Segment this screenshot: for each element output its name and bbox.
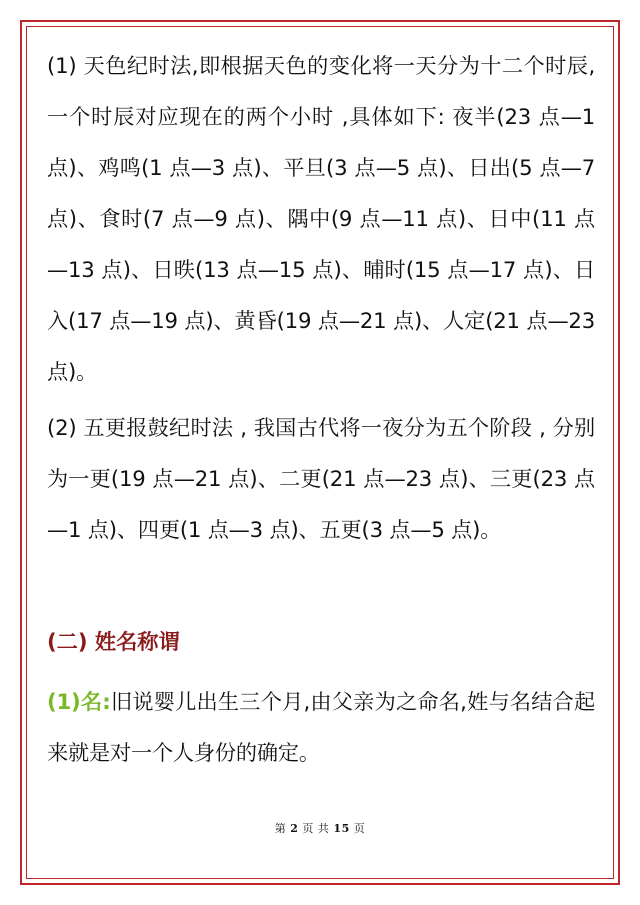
- page-footer: [0, 820, 640, 836]
- section-heading-names-titles: (二) 姓名称谓: [47, 629, 180, 654]
- footer-total-pages: 15: [333, 822, 350, 835]
- footer-middle: 页 共: [302, 822, 330, 835]
- paragraph-tianse-timekeeping: (1) 天色纪时法,即根据天色的变化将一天分为十二个时辰,一个时辰对应现在的两个小时 ,具体如下: 夜半(23 点—1 点)、鸡鸣(1 点—3 点)、平旦(3 点—5 点)、日出(5 点—7 点)、食时(7 点—9 点)、隅中(9 点—11 点)、日中(11 点—13 点)、日昳(13 点—15 点)、晡时(15 点—17 点)、日入(17 点—19 点)、黄昏(19 点—21 点)、人定(21 点—23 点)。: [47, 53, 595, 384]
- footer-prefix: 第: [274, 822, 287, 835]
- term-ming-label: (1)名:: [47, 689, 111, 714]
- footer-page-number: 2: [290, 822, 299, 835]
- paragraph-ming: [47, 676, 595, 778]
- page-content: [47, 40, 595, 778]
- footer-suffix: 页: [353, 822, 366, 835]
- paragraph-wugeng-timekeeping: (2) 五更报鼓纪时法 , 我国古代将一夜分为五个阶段 , 分别为一更(19 点—21 点)、二更(21 点—23 点)、三更(23 点—1 点)、四更(1 点—3 点)、五更(3 点—5 点)。: [47, 415, 595, 542]
- term-ming-text: 旧说婴儿出生三个月,由父亲为之命名,姓与名结合起来就是对一个人身份的确定。: [47, 689, 595, 765]
